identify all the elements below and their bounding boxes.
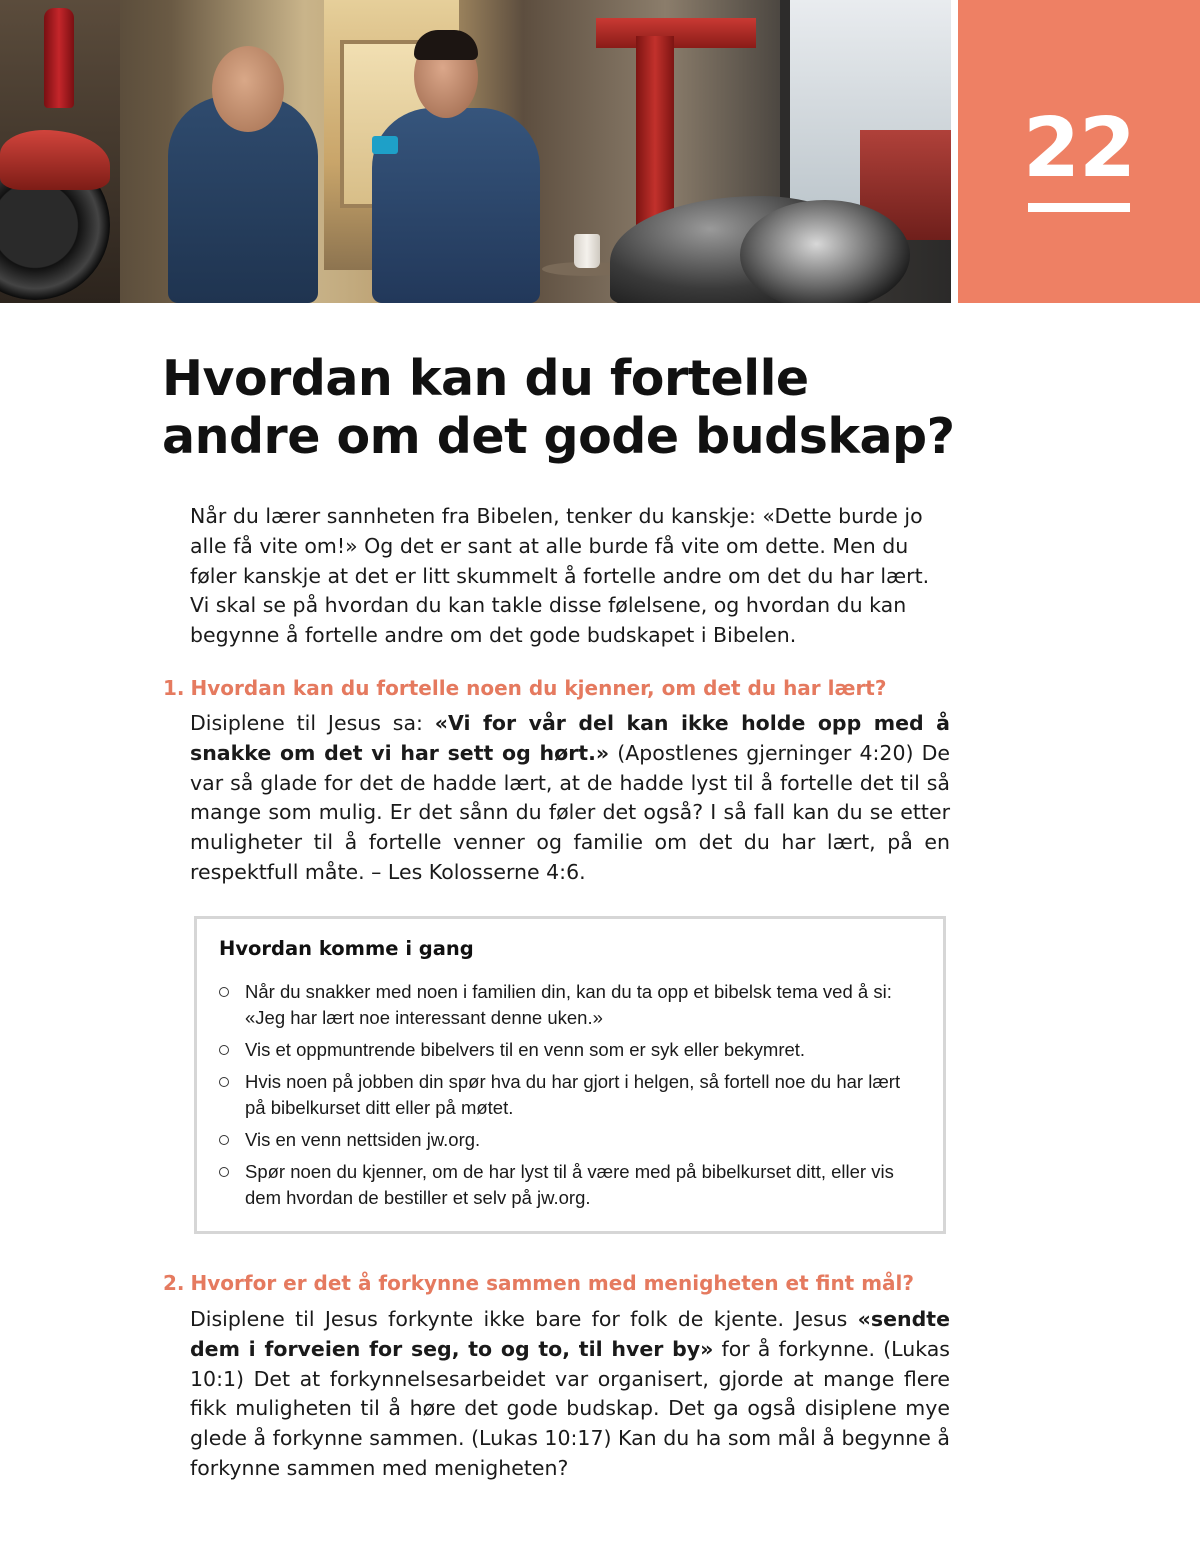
answer-2-text-before: Disiplene til Jesus forkynte ikke bare for folk de kjente. Jesus — [190, 1307, 858, 1331]
question-2-text: Hvorfor er det å forkynne sammen med menigheten et fint mål? — [190, 1271, 915, 1295]
phone — [372, 136, 398, 154]
chapter-number: 22 — [1022, 101, 1136, 196]
answer-1-text-after: (Apostlenes gjerninger 4:20) De var så glade for det de hadde lært, at de hadde lyst til å fortelle det til så mange som mulig. Er det sånn du føler det også? I så fall kan du se etter muligheter til å fortelle venner og familie om det du har lært, på en respektfull måte. – Les Kolosserne 4:6. — [190, 740, 950, 884]
tip-list — [219, 979, 909, 1217]
tip-item-text: Vis en venn nettsiden jw.org. — [245, 1129, 481, 1150]
question-2-number: 2. — [163, 1271, 185, 1295]
answer-2-quote: «sendte dem i forveien for seg, to og to, til hver by» — [190, 1307, 950, 1361]
tip-item-text: Spør noen du kjenner, om de har lyst til å være med på bibelkurset ditt, eller vis dem hvordan de bestiller et selv på jw.org. — [245, 1161, 894, 1208]
question-1-number: 1. — [163, 676, 185, 700]
answer-2-text-after: for å forkynne. (Lukas 10:1) Det at forkynnelsesarbeidet var organisert, gjorde at mange flere fikk muligheten til å høre det gode budskap. Det ga også disiplene mye glede å forkynne sammen. (Lukas 10:17) Kan du ha som mål å begynne å forkynne sammen med menigheten? — [190, 1336, 950, 1480]
tip-item-text: Hvis noen på jobben din spør hva du har gjort i helgen, så fortell noe du har lært på bibelkurset ditt eller på møtet. — [245, 1071, 901, 1118]
lift-bar — [596, 18, 756, 48]
tip-item-text: Vis et oppmuntrende bibelvers til en venn som er syk eller bekymret. — [245, 1039, 806, 1060]
question-1-text: Hvordan kan du fortelle noen du kjenner, om det du har lært? — [190, 676, 887, 700]
chapter-rule — [1028, 203, 1130, 212]
bullet-circle-icon — [219, 1135, 229, 1145]
chapter-tab — [958, 0, 1200, 303]
older-man-head — [212, 46, 284, 132]
tip-box — [194, 916, 946, 1234]
tip-item — [219, 1037, 909, 1063]
tip-box-title: Hvordan komme i gang — [219, 937, 474, 960]
coffee-cup — [574, 234, 600, 268]
bullet-circle-icon — [219, 1045, 229, 1055]
answer-2-paragraph — [190, 1305, 950, 1484]
answer-1-quote: «Vi for vår del kan ikke holde opp med å snakke om det vi har sett og hørt.» — [190, 711, 950, 765]
intro-paragraph: Når du lærer sannheten fra Bibelen, tenker du kanskje: «Dette burde jo alle få vite om!» Og det er sant at alle burde få vite om dette. Men du føler kanskje at det er litt skummelt å fortelle andre om det du har lært. Vi skal se på hvordan du kan takle disse følelsene, og hvordan du kan begynne å fortelle andre om det gode budskapet i Bibelen. — [190, 504, 930, 648]
question-1 — [163, 675, 963, 701]
motorcycle-headlight — [740, 200, 910, 303]
tip-item — [219, 1127, 909, 1153]
page-title: Hvordan kan du fortelle andre om det gode budskap? — [162, 350, 955, 465]
tip-item-text: Når du snakker med noen i familien din, kan du ta opp et bibelsk tema ved å si: «Jeg har lært noe interessant denne uken.» — [245, 981, 892, 1028]
question-2 — [163, 1270, 963, 1296]
fire-extinguisher — [44, 8, 74, 108]
tip-item — [219, 1159, 909, 1211]
answer-1-text-before: Disiplene til Jesus sa: — [190, 711, 435, 735]
hero-photo — [0, 0, 951, 303]
answer-1-paragraph — [190, 709, 950, 888]
bullet-circle-icon — [219, 987, 229, 997]
tip-item — [219, 979, 909, 1031]
bullet-circle-icon — [219, 1077, 229, 1087]
tip-item — [219, 1069, 909, 1121]
bullet-circle-icon — [219, 1167, 229, 1177]
younger-man-hair — [414, 30, 478, 60]
